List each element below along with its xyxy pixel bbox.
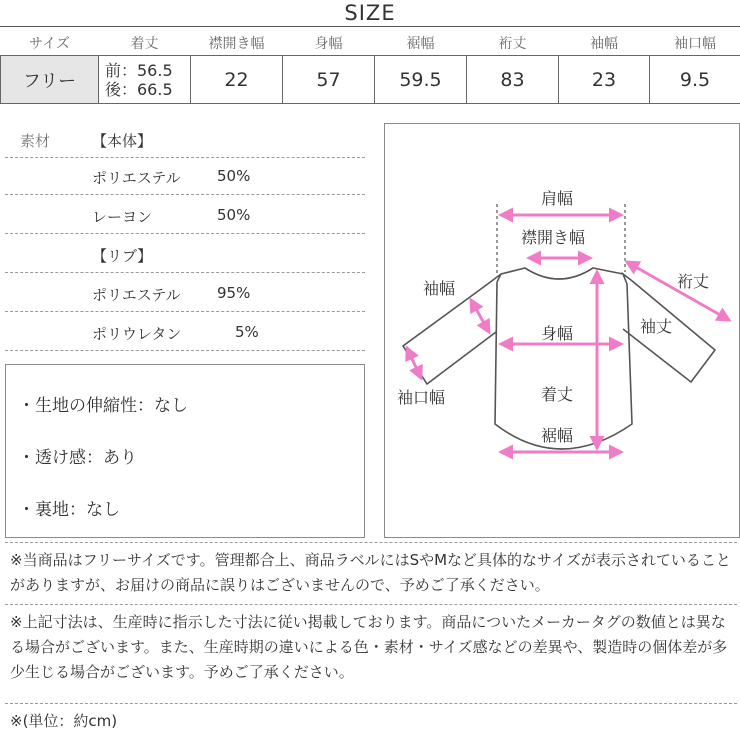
label-sleeve-width: 袖幅 — [423, 279, 456, 298]
title-divider — [0, 26, 740, 27]
material-name: 【本体】 — [92, 132, 153, 150]
cuff-arrow — [407, 348, 421, 378]
material-row — [5, 196, 365, 234]
header-length: 着丈 — [130, 35, 159, 52]
notes-divider — [5, 604, 737, 605]
property-sheerness: ・透け感：あり — [18, 448, 137, 468]
material-row — [5, 157, 365, 195]
cell-length-back: 後：66.5 — [105, 79, 173, 99]
header-body-width: 身幅 — [314, 35, 343, 52]
header-sleeve-width: 袖幅 — [590, 35, 618, 52]
material-name: ポリエステル — [92, 169, 181, 187]
label-body-width: 身幅 — [541, 324, 574, 343]
material-name: 【リブ】 — [92, 247, 153, 265]
material-name: レーヨン — [92, 208, 153, 226]
label-shoulder: 肩幅 — [541, 189, 574, 208]
size-table-header — [1, 30, 740, 56]
material-pct: 50% — [217, 167, 251, 185]
label-sleeve-length: 袖丈 — [640, 317, 673, 336]
label-cuff: 袖口幅 — [397, 388, 446, 407]
material-label: 素材 — [20, 132, 51, 150]
label-neck: 襟開き幅 — [521, 228, 586, 247]
header-hem-width: 裾幅 — [406, 35, 435, 52]
cell-hem-width: 59.5 — [375, 56, 467, 104]
size-table — [0, 30, 740, 104]
material-pct: 50% — [217, 206, 251, 224]
material-row — [5, 274, 365, 312]
sleeve-width-arrow — [471, 300, 489, 332]
size-title: SIZE — [344, 1, 396, 25]
header-size: サイズ — [29, 35, 70, 52]
material-row — [5, 120, 365, 158]
material-name: ポリエステル — [92, 286, 181, 304]
cell-length — [99, 56, 191, 104]
cell-cuff-width: 9.5 — [650, 56, 740, 104]
header-cuff-width: 袖口幅 — [674, 35, 716, 52]
note-measurements: ※上記寸法は、生産時に指示した寸法に従い掲載しております。商品についたメーカータグの数値とは異なる場合がございます。また、生産時期の違いによる色・素材・サイズ感などの差異や、製造時の個体差が多少生じる場合がございます。予めご了承ください。 — [10, 613, 728, 681]
cell-size: フリー — [1, 56, 99, 104]
material-pct: 95% — [217, 284, 251, 302]
label-yuki: 裄丈 — [677, 272, 710, 291]
cell-sleeve-width: 23 — [559, 56, 650, 104]
note-unit: ※(単位：約cm) — [10, 712, 118, 730]
cell-yuki: 83 — [467, 56, 559, 104]
note-free-size: ※当商品はフリーサイズです。管理都合上、商品ラベルにはSやMなど具体的なサイズが表示されていることがありますが、お届けの商品に誤りはございませんので、予めご了承ください。 — [10, 551, 731, 594]
property-lining: ・裏地：なし — [18, 500, 120, 520]
header-neck-width: 襟開き幅 — [208, 35, 265, 52]
fabric-properties-box — [5, 364, 365, 538]
measurement-diagram — [384, 123, 740, 538]
label-hem: 裾幅 — [541, 426, 574, 445]
notes-divider — [5, 542, 737, 543]
material-row — [5, 313, 365, 351]
header-yuki: 裄丈 — [498, 35, 527, 52]
cell-body-width: 57 — [283, 56, 375, 104]
material-row — [5, 235, 365, 273]
cell-neck-width: 22 — [191, 56, 283, 104]
material-pct: 5% — [235, 323, 259, 341]
property-stretch: ・生地の伸縮性：なし — [18, 396, 188, 416]
label-length: 着丈 — [541, 385, 574, 404]
notes-divider — [5, 703, 737, 704]
garment-neckline — [525, 268, 593, 279]
size-table-row — [1, 56, 740, 104]
cell-length-front: 前：56.5 — [105, 60, 173, 80]
material-name: ポリウレタン — [92, 325, 182, 343]
